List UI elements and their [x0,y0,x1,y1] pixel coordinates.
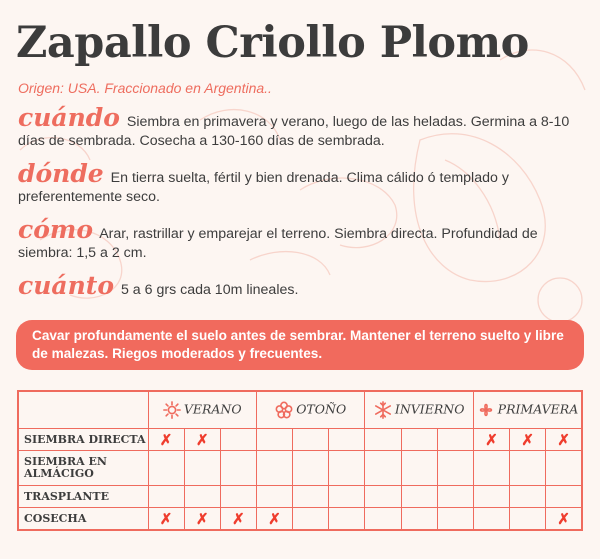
keyword-cuanto: cuánto [18,271,114,300]
season-verano-label: VERANO [183,401,242,417]
calendar-cell [293,451,329,486]
calendar-mark: ✗ [510,429,546,451]
section-cuanto-text: 5 a 6 grs cada 10m lineales. [120,282,299,298]
calendar-mark: ✗ [148,508,184,531]
season-verano [148,391,256,429]
calendar-cell [437,486,473,508]
section-como-text: Arar, rastrillar y emparejar el terreno. Siembra directa. Profundidad de siembra: 1,5 a 2 cm. [18,226,538,261]
section-donde-text: En tierra suelta, fértil y bien drenada. Clima cálido ó templado y preferentemente seco. [18,170,509,205]
calendar-cell [220,429,256,451]
calendar-mark: ✗ [473,429,509,451]
section-cuando-text: Siembra en primavera y verano, luego de las heladas. Germina a 8-10 días de sembrada. Cosecha a 130-160 días de sembrada. [18,114,570,149]
calendar-cell [148,451,184,486]
calendar-cell [365,429,401,451]
calendar-mark: ✗ [148,429,184,451]
blossom-icon [477,401,495,419]
calendar-cell [329,451,365,486]
section-como [18,215,588,263]
calendar-cell [401,508,437,531]
calendar-cell [293,429,329,451]
calendar-cell [473,451,509,486]
calendar-cell [220,486,256,508]
calendar-row [18,429,582,451]
calendar-cell [401,451,437,486]
season-invierno [365,391,473,429]
page-title: Zapallo Criollo Plomo [16,18,529,68]
calendar-cell [256,486,292,508]
season-otono [256,391,364,429]
row-label: SIEMBRA EN ALMÁCIGO [18,451,148,486]
calendar-cell [365,451,401,486]
calendar-cell [220,451,256,486]
calendar-cell [510,486,546,508]
calendar-cell [365,486,401,508]
calendar-cell [329,508,365,531]
calendar-mark: ✗ [184,429,220,451]
sun-icon [163,401,181,419]
calendar-cell [401,429,437,451]
calendar-mark: ✗ [220,508,256,531]
calendar-mark: ✗ [256,508,292,531]
origin-note: Origen: USA. Fraccionado en Argentina.. [18,80,272,96]
calendar-cell [437,429,473,451]
row-label: COSECHA [18,508,148,531]
season-primavera-label: PRIMAVERA [497,401,579,417]
calendar-cell [365,508,401,531]
calendar-cell [148,486,184,508]
calendar-cell [546,451,582,486]
season-primavera [473,391,582,429]
calendar-cell [184,451,220,486]
snowflake-icon [374,401,392,419]
row-label: TRASPLANTE [18,486,148,508]
season-otono-label: OTOÑO [296,401,347,417]
calendar-cell [546,486,582,508]
calendar-cell [329,486,365,508]
section-cuando [18,103,588,151]
calendar-cell [510,508,546,531]
calendar-cell [293,508,329,531]
calendar-row [18,508,582,531]
calendar-cell [256,451,292,486]
calendar-cell [473,508,509,531]
calendar-cell [184,486,220,508]
calendar-row [18,486,582,508]
section-donde [18,159,588,207]
calendar-cell [256,429,292,451]
calendar-cell [473,486,509,508]
calendar-mark: ✗ [546,508,582,531]
season-invierno-label: INVIERNO [394,401,465,417]
calendar-cell [329,429,365,451]
calendar-mark: ✗ [546,429,582,451]
calendar-row [18,451,582,486]
section-cuanto [18,271,588,300]
calendar-corner [18,391,148,429]
planting-calendar [17,390,583,531]
keyword-donde: dónde [18,159,104,188]
tips-banner: Cavar profundamente el suelo antes de sembrar. Mantener el terreno suelto y libre de malezas. Riegos moderados y frecuentes. [16,320,584,370]
row-label: SIEMBRA DIRECTA [18,429,148,451]
flower-icon [275,401,293,419]
calendar-mark: ✗ [184,508,220,531]
keyword-como: cómo [18,215,94,244]
calendar-cell [437,451,473,486]
calendar-cell [510,451,546,486]
calendar-header-row [18,391,582,429]
calendar-cell [293,486,329,508]
keyword-cuando: cuándo [18,103,120,132]
calendar-cell [401,486,437,508]
calendar-cell [437,508,473,531]
